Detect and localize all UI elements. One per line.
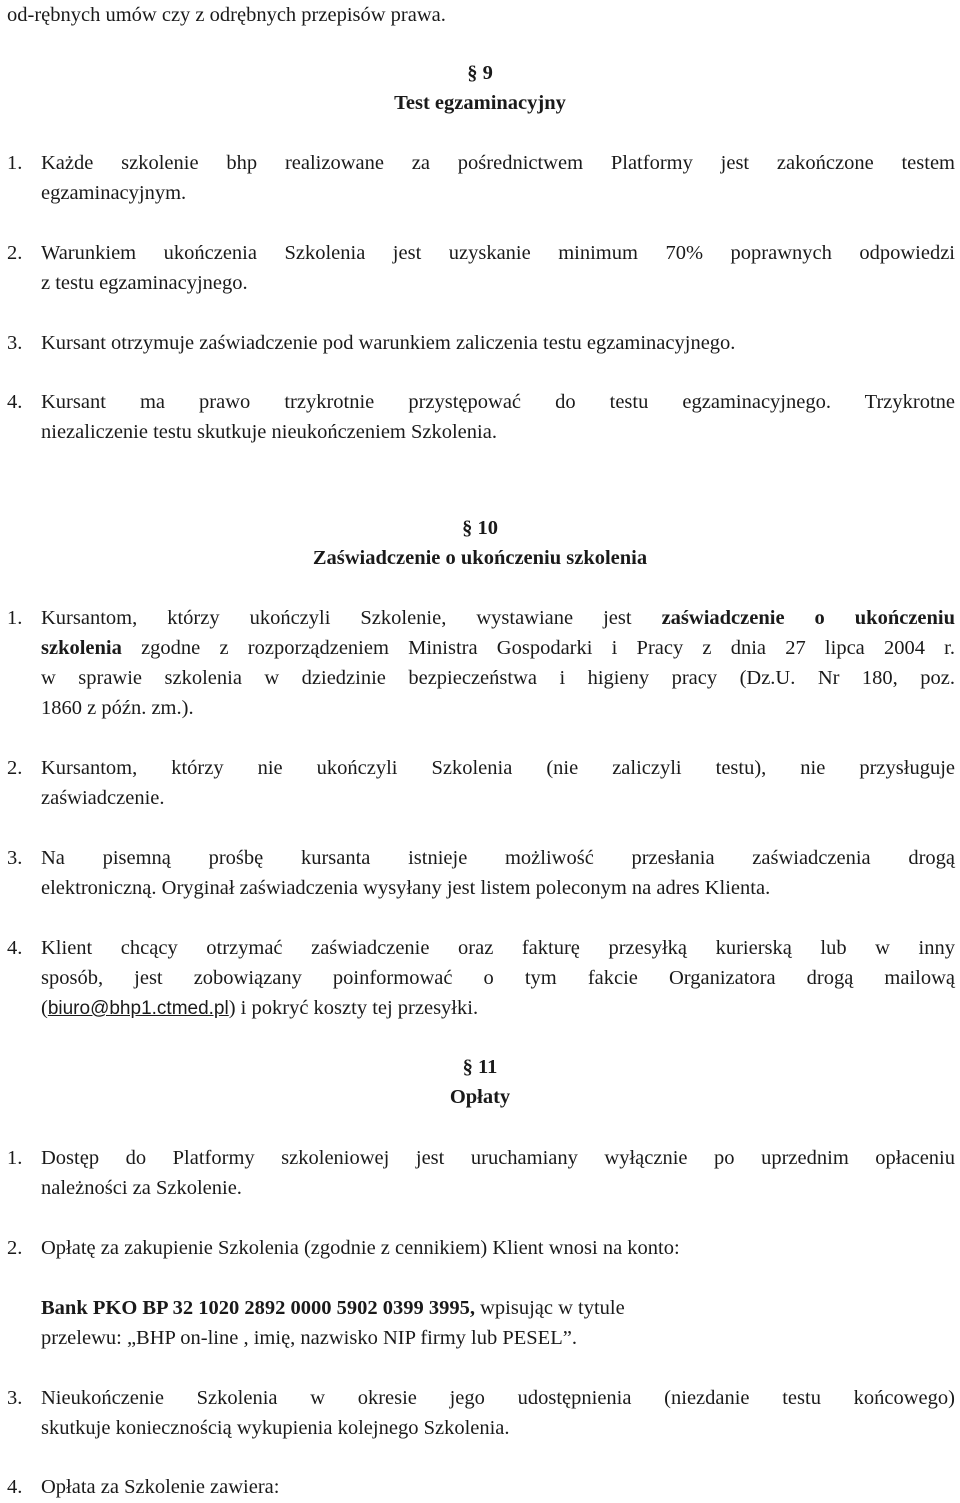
s9-item-2-text: Warunkiem ukończenia Szkolenia jest uzyskanie minimum 70% poprawnych odpowiedzi z testu egzaminacyjnego. bbox=[41, 242, 955, 294]
s9-item-3-number: 3. bbox=[7, 332, 23, 354]
s9-item-4-text: Kursant ma prawo trzykrotnie przystępować do testu egzaminacyjnego. Trzykrotne niezaliczenie testu skutkuje nieukończeniem Szkolenia. bbox=[41, 391, 955, 443]
section-9-sign: § 9 bbox=[467, 62, 493, 84]
s11-bank-account: Bank PKO BP 32 1020 2892 0000 5902 0399 3995, wpisując w tytule przelewu: „BHP on-line , imię, nazwisko NIP firmy lub PESEL”. bbox=[41, 1297, 625, 1349]
section-11-sign: § 11 bbox=[462, 1056, 498, 1078]
s10-item-1-number: 1. bbox=[7, 607, 23, 629]
s10-item-4-text: Klient chcący otrzymać zaświadczenie oraz fakturę przesyłką kurierską lub w inny sposób, jest zobowiązany poinformować o tym fakcie Organizatora drogą mailową (biuro@bhp1.ctmed.pl) i pokryć koszty tej przesyłki. bbox=[41, 937, 955, 1019]
s10-item-4-number: 4. bbox=[7, 937, 23, 959]
s9-item-2-number: 2. bbox=[7, 242, 23, 264]
s11-item-4-number: 4. bbox=[7, 1476, 23, 1498]
s10-item-3-number: 3. bbox=[7, 847, 23, 869]
section-10-title: Zaświadczenie o ukończeniu szkolenia bbox=[312, 547, 648, 569]
s10-item-2-text: Kursantom, którzy nie ukończyli Szkolenia (nie zaliczyli testu), nie przysługuje zaświadczenie. bbox=[41, 757, 955, 809]
section-11-title: Opłaty bbox=[449, 1086, 511, 1108]
bank-account-number: Bank PKO BP 32 1020 2892 0000 5902 0399 3995, bbox=[41, 1297, 475, 1319]
intro-line: od-rębnych umów czy z odrębnych przepisów prawa. bbox=[7, 4, 446, 26]
s10-item-3-text: Na pisemną prośbę kursanta istnieje możliwość przesłania zaświadczenia drogą elektroniczną. Oryginał zaświadczenia wysyłany jest listem poleconym na adres Klienta. bbox=[41, 847, 955, 899]
section-10-sign: § 10 bbox=[462, 517, 498, 539]
email-link[interactable]: biuro@bhp1.ctmed.pl bbox=[47, 998, 229, 1019]
s11-item-1-text: Dostęp do Platformy szkoleniowej jest uruchamiany wyłącznie po uprzednim opłaceniu należności za Szkolenie. bbox=[41, 1147, 955, 1199]
s10-item-2-number: 2. bbox=[7, 757, 23, 779]
s11-item-3-text: Nieukończenie Szkolenia w okresie jego udostępnienia (niezdanie testu końcowego) skutkuje koniecznością wykupienia kolejnego Szkolenia. bbox=[41, 1387, 955, 1439]
s11-item-2-text: Opłatę za zakupienie Szkolenia (zgodnie z cennikiem) Klient wnosi na konto: bbox=[41, 1237, 680, 1259]
s9-item-3-text: Kursant otrzymuje zaświadczenie pod warunkiem zaliczenia testu egzaminacyjnego. bbox=[41, 332, 736, 354]
section-9-title: Test egzaminacyjny bbox=[394, 92, 566, 114]
s9-item-1-number: 1. bbox=[7, 152, 23, 174]
s11-item-1-number: 1. bbox=[7, 1147, 23, 1169]
s9-item-4-number: 4. bbox=[7, 391, 23, 413]
s11-item-3-number: 3. bbox=[7, 1387, 23, 1409]
s11-item-2-number: 2. bbox=[7, 1237, 23, 1259]
s9-item-1-text: Każde szkolenie bhp realizowane za pośrednictwem Platformy jest zakończone testem egzaminacyjnym. bbox=[41, 152, 955, 204]
s10-item-1-text: Kursantom, którzy ukończyli Szkolenie, wystawiane jest zaświadczenie o ukończeniu szkolenia zgodne z rozporządzeniem Ministra Gospodarki i Pracy z dnia 27 lipca 2004 r. w sprawie szkolenia w dziedzinie bezpieczeństwa i higieny pracy (Dz.U. Nr 180, poz. 1860 z późn. zm.). bbox=[41, 607, 956, 719]
s11-item-4-text: Opłata za Szkolenie zawiera: bbox=[41, 1476, 280, 1498]
